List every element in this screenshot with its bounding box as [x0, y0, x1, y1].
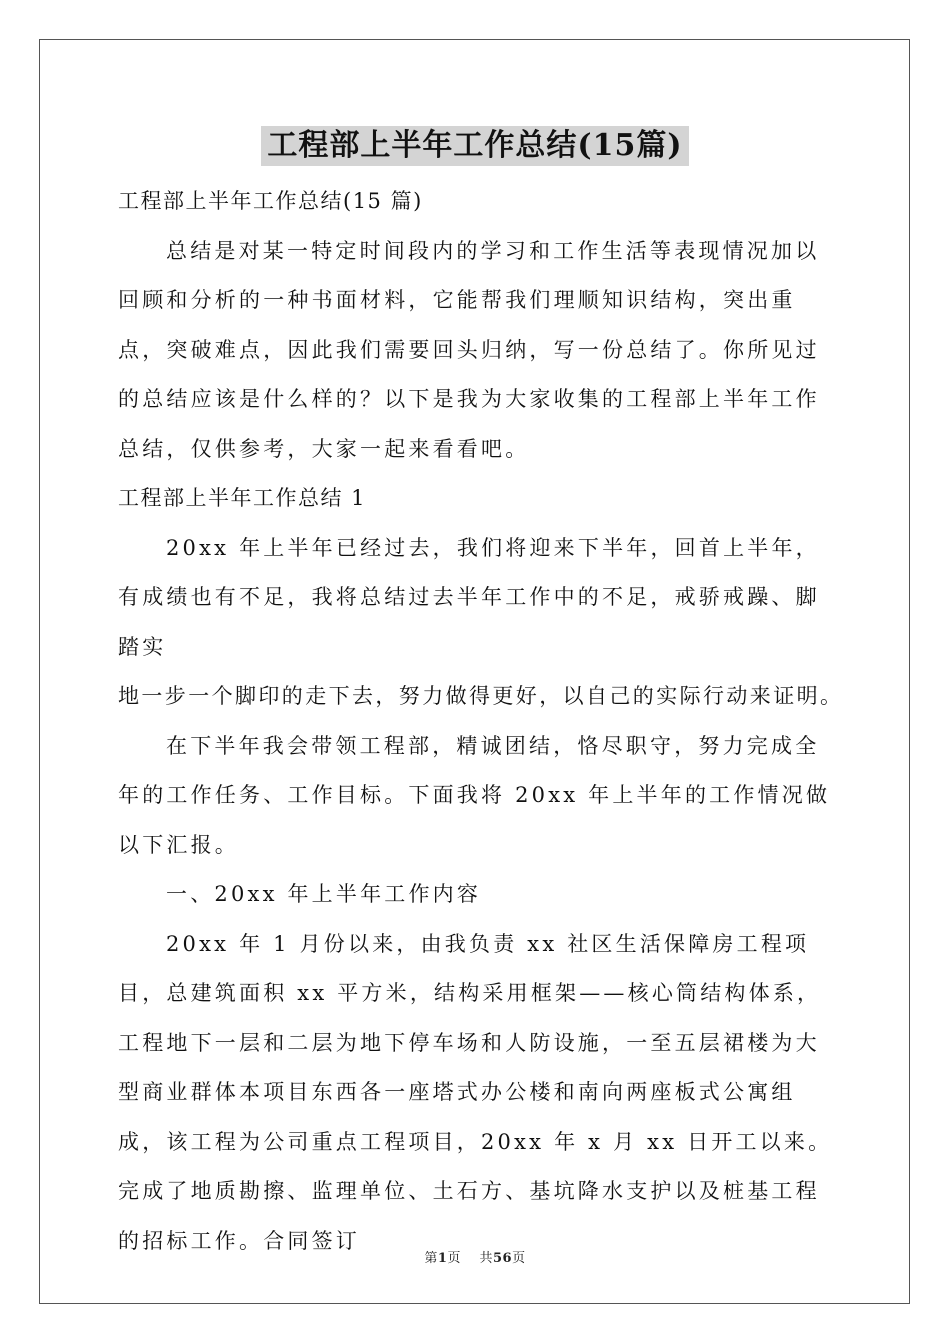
- document-title-text: 工程部上半年工作总结(15篇): [261, 126, 688, 166]
- section-title: 工程部上半年工作总结 1: [118, 486, 367, 510]
- current-page-number: 1: [437, 1251, 448, 1266]
- document-body: [118, 177, 844, 1266]
- intro-paragraph: 总结是对某一特定时间段内的学习和工作生活等表现情况加以回顾和分析的一种书面材料，它能帮我们理顺知识结构，突出重点，突破难点，因此我们需要回头归纳，写一份总结了。你所见过的总结应该是什么样的？以下是我为大家收集的工程部上半年工作总结，仅供参考，大家一起来看看吧。: [118, 238, 820, 461]
- footer-suffix: 页: [512, 1251, 526, 1266]
- document-subtitle: 工程部上半年工作总结(15 篇): [118, 189, 423, 213]
- footer-prefix: 第: [424, 1251, 438, 1266]
- paragraph-1-continued: 地一步一个脚印的走下去，努力做得更好，以自己的实际行动来证明。: [118, 684, 844, 708]
- paragraph-2: 在下半年我会带领工程部，精诚团结，恪尽职守，努力完成全年的工作任务、工作目标。下面我将 20xx 年上半年的工作情况做以下汇报。: [118, 733, 831, 857]
- total-page-count: 56: [492, 1251, 513, 1266]
- paragraph-3: 20xx 年 1 月份以来，由我负责 xx 社区生活保障房工程项目，总建筑面积 xx 平方米，结构采用框架——核心筒结构体系，工程地下一层和二层为地下停车场和人防设施，一至五层裙楼为大型商业群体本项目东西各一座塔式办公楼和南向两座板式公寓组成，该工程为公司重点工程项目，20xx 年 x 月 xx 日开工以来。完成了地质勘擦、监理单位、土石方、基坑降水支护以及桩基工程的招标工作。合同签订: [118, 931, 833, 1253]
- footer-mid: 页 共: [447, 1251, 493, 1266]
- page-footer: [0, 1247, 950, 1266]
- section-heading: 一、20xx 年上半年工作内容: [166, 882, 482, 906]
- paragraph-1: 20xx 年上半年已经过去，我们将迎来下半年，回首上半年，有成绩也有不足，我将总结过去半年工作中的不足，戒骄戒躁、脚踏实: [118, 535, 820, 659]
- document-title: [0, 126, 950, 166]
